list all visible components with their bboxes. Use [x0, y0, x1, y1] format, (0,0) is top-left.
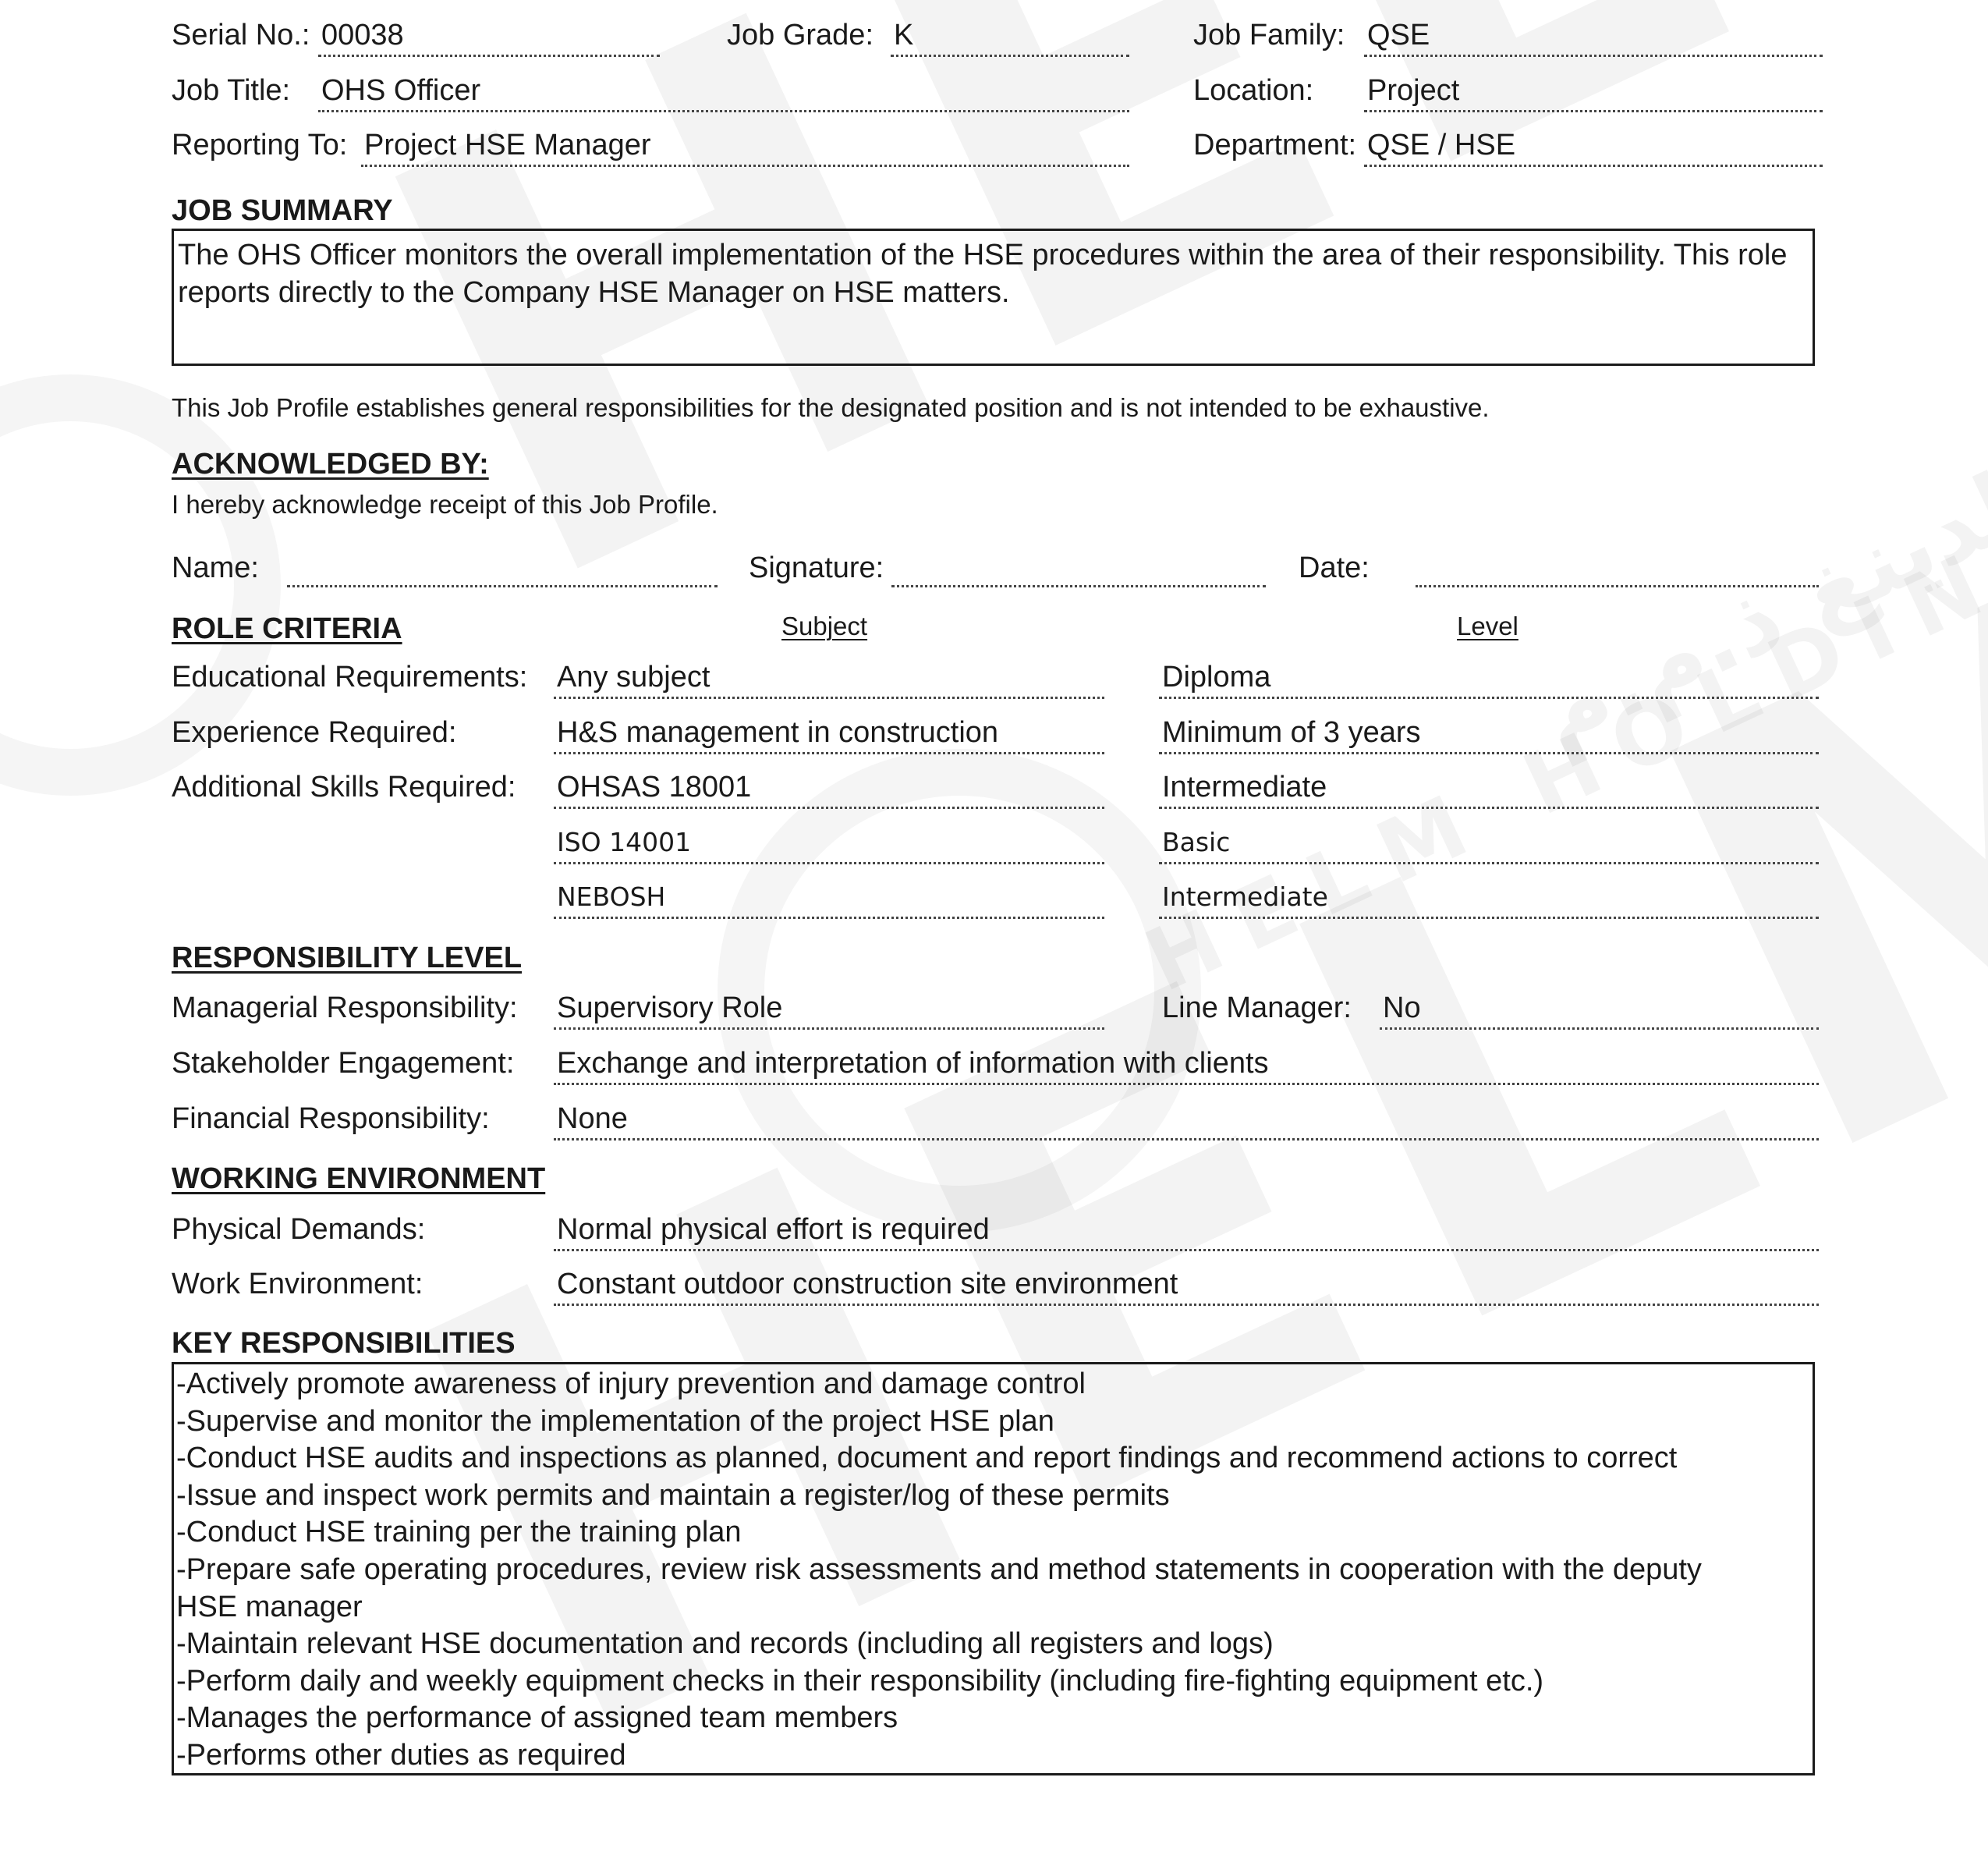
- name-label: Name:: [172, 552, 259, 584]
- responsibility-item: -Manages the performance of assigned team members: [176, 1701, 898, 1735]
- stakeholder-line: [554, 1083, 1819, 1085]
- skill-subject-line: [554, 862, 1104, 864]
- disclaimer-text: This Job Profile establishes general responsibilities for the designated position and is not intended to be exhaustive.: [172, 393, 1490, 422]
- responsibility-item: -Prepare safe operating procedures, review risk assessments and method statements in cooperation with the deputy: [176, 1552, 1702, 1586]
- skill-subject: NEBOSH: [557, 882, 666, 912]
- skill-level-line: [1159, 807, 1819, 809]
- line-manager-value: No: [1383, 991, 1421, 1024]
- job-summary-heading: JOB SUMMARY: [172, 194, 393, 227]
- responsibility-item: -Conduct HSE audits and inspections as planned, document and report findings and recommend actions to correct: [176, 1442, 1678, 1475]
- responsibility-item: -Conduct HSE training per the training plan: [176, 1516, 742, 1549]
- reporting-to-label: Reporting To:: [172, 129, 348, 161]
- experience-level: Minimum of 3 years: [1162, 716, 1421, 749]
- work-environment-value: Constant outdoor construction site environment: [557, 1268, 1178, 1300]
- skill-subject: OHSAS 18001: [557, 771, 752, 803]
- responsibility-item: -Maintain relevant HSE documentation and records (including all registers and logs): [176, 1627, 1274, 1661]
- responsibility-item: -Issue and inspect work permits and maintain a register/log of these permits: [176, 1478, 1170, 1512]
- skill-level-line: [1159, 862, 1819, 864]
- work-environment-label: Work Environment:: [172, 1268, 423, 1300]
- working-environment-heading: WORKING ENVIRONMENT: [172, 1162, 546, 1195]
- physical-demands-value: Normal physical effort is required: [557, 1213, 990, 1246]
- education-level-line: [1159, 697, 1819, 699]
- watermark-ring-icon: [718, 749, 1201, 1233]
- physical-demands-line: [554, 1249, 1819, 1251]
- job-grade-value: K: [894, 19, 914, 51]
- skill-level-line: [1159, 917, 1819, 919]
- name-field[interactable]: [287, 585, 718, 587]
- education-level: Diploma: [1162, 661, 1271, 694]
- responsibility-item: HSE manager: [176, 1590, 363, 1623]
- date-label: Date:: [1299, 552, 1370, 584]
- department-value: QSE / HSE: [1367, 129, 1516, 161]
- location-dotted-line: [1364, 110, 1823, 112]
- job-family-value: QSE: [1367, 19, 1430, 51]
- job-title-value: OHS Officer: [321, 74, 481, 107]
- job-family-label: Job Family:: [1193, 19, 1345, 51]
- experience-level-line: [1159, 752, 1819, 754]
- location-value: Project: [1367, 74, 1460, 107]
- serial-dotted-line: [318, 55, 660, 57]
- experience-subject-line: [554, 752, 1104, 754]
- financial-line: [554, 1138, 1819, 1140]
- financial-label: Financial Responsibility:: [172, 1102, 490, 1135]
- managerial-line: [554, 1027, 1104, 1030]
- education-subject-line: [554, 697, 1104, 699]
- role-criteria-heading: ROLE CRITERIA: [172, 612, 402, 645]
- job-grade-dotted-line: [891, 55, 1129, 57]
- line-manager-line: [1380, 1027, 1819, 1030]
- job-family-dotted-line: [1364, 55, 1823, 57]
- financial-value: None: [557, 1102, 628, 1135]
- managerial-label: Managerial Responsibility:: [172, 991, 518, 1024]
- key-responsibilities-heading: KEY RESPONSIBILITIES: [172, 1327, 516, 1360]
- skill-subject-line: [554, 917, 1104, 919]
- skill-level: Intermediate: [1162, 882, 1328, 912]
- stakeholder-label: Stakeholder Engagement:: [172, 1047, 515, 1080]
- signature-label: Signature:: [749, 552, 884, 584]
- responsibility-level-heading: RESPONSIBILITY LEVEL: [172, 942, 523, 974]
- experience-subject: H&S management in construction: [557, 716, 999, 749]
- reporting-to-dotted-line: [361, 165, 1129, 167]
- key-responsibilities-box: [172, 1362, 1815, 1775]
- level-column-header: Level: [1457, 612, 1518, 640]
- subject-column-header: Subject: [781, 612, 868, 640]
- responsibility-item: -Perform daily and weekly equipment checks in their responsibility (including fire-fighting equipment etc.): [176, 1664, 1544, 1697]
- responsibility-item: -Supervise and monitor the implementation of the project HSE plan: [176, 1404, 1054, 1438]
- physical-demands-label: Physical Demands:: [172, 1213, 426, 1246]
- managerial-value: Supervisory Role: [557, 991, 783, 1024]
- job-grade-label: Job Grade:: [727, 19, 874, 51]
- line-manager-label: Line Manager:: [1162, 991, 1352, 1024]
- responsibility-item: -Actively promote awareness of injury prevention and damage control: [176, 1368, 1086, 1400]
- skill-subject: ISO 14001: [557, 827, 692, 857]
- skill-subject-line: [554, 807, 1104, 809]
- education-label: Educational Requirements:: [172, 661, 528, 694]
- signature-field[interactable]: [891, 585, 1266, 587]
- job-title-label: Job Title:: [172, 74, 291, 107]
- skill-level: Intermediate: [1162, 771, 1327, 803]
- responsibility-item: -Performs other duties as required: [176, 1738, 626, 1772]
- date-field[interactable]: [1416, 585, 1819, 587]
- reporting-to-value: Project HSE Manager: [364, 129, 651, 161]
- education-subject: Any subject: [557, 661, 711, 694]
- skills-label: Additional Skills Required:: [172, 771, 516, 803]
- experience-label: Experience Required:: [172, 716, 457, 749]
- acknowledged-text: I hereby acknowledge receipt of this Job Profile.: [172, 490, 718, 519]
- serial-label: Serial No.:: [172, 19, 310, 51]
- work-environment-line: [554, 1304, 1819, 1306]
- job-summary-text: The OHS Officer monitors the overall implementation of the HSE procedures within the area of their responsibility. This role reports directly to the Company HSE Manager on HSE matters.: [178, 239, 1788, 309]
- stakeholder-value: Exchange and interpretation of information with clients: [557, 1047, 1269, 1080]
- skill-level: Basic: [1162, 827, 1231, 857]
- department-label: Department:: [1193, 129, 1357, 161]
- job-title-dotted-line: [318, 110, 1129, 112]
- location-label: Location:: [1193, 74, 1314, 107]
- serial-value: 00038: [321, 19, 404, 51]
- acknowledged-heading: ACKNOWLEDGED BY:: [172, 448, 489, 481]
- job-summary-box: [172, 229, 1815, 366]
- department-dotted-line: [1364, 165, 1823, 167]
